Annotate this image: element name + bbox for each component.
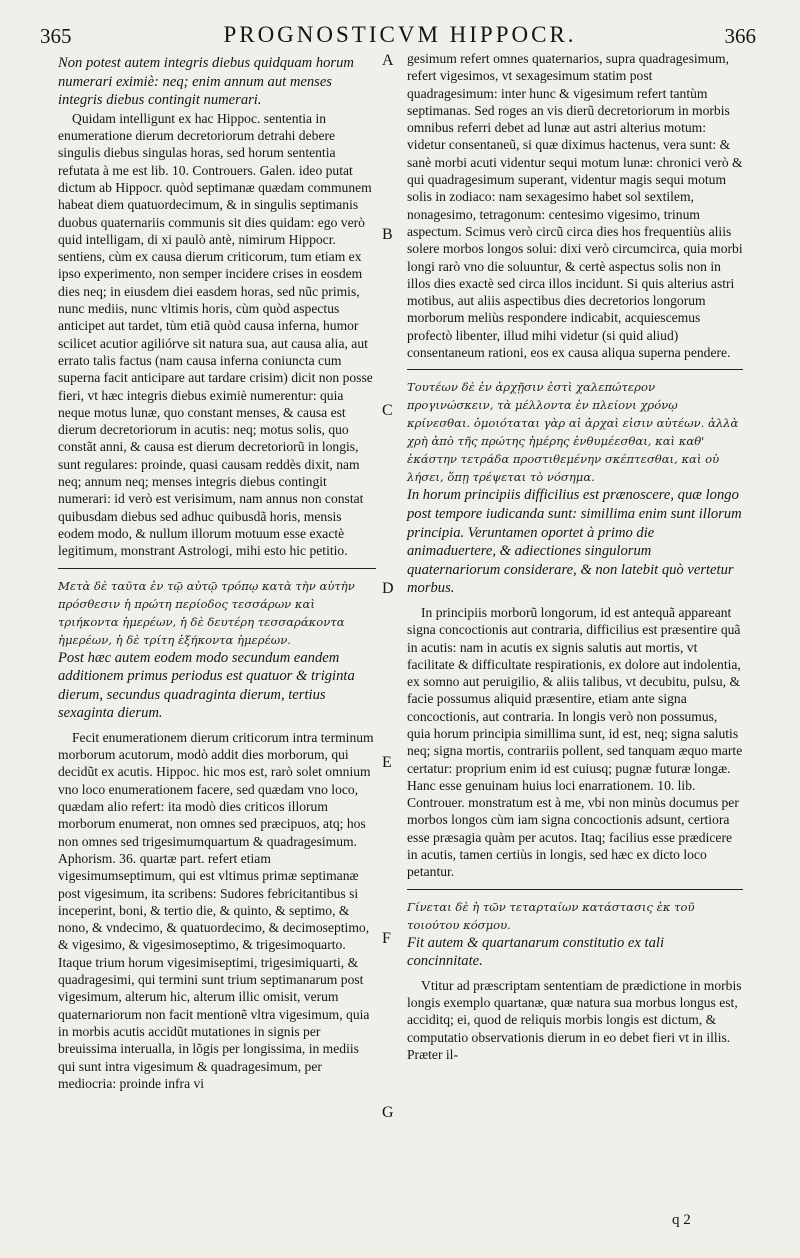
latin-lemma: Post hæc autem eodem modo secundum eandem additionem primus periodus est quatuor & triginta dierum, secundus quadraginta dierum, tertius sexaginta dierum. [58, 649, 355, 722]
right-column [407, 50, 743, 1063]
margin-letter-e: E [382, 754, 392, 771]
margin-letter-g: G [382, 1104, 394, 1121]
commentary-paragraph: Fecit enumerationem dierum criticorum intra terminum morborum acutorum, modò addit dies morborum, qui decidũt ex acutis. Hippoc. hic mos est, rarò solet omnium vno loco enumerationem facere, sed quædam vno loco, quædam alio refert: ita modò dies criticos illorum morborum enumerat, non omnes sed præcipuos, atq; hos non omnes sed trigesimumquartum & quadragesimum. Aphorism. 36. quartæ part. refert etiam vigesimumseptimum, qui est vltimus primæ septimanæ post vigesimum, ita scribens: Sudores febricitantibus si inceperint, boni, & tertio die, & quinto, & septimo, & nono, & vndecimo, & quatuordecimo, & decimoseptimo, & vigesimo, & vigesimoseptimo, & trigesimoquarto. Itaque trium horum vigesimiseptimi, trigesimiquarti, & quadragesimi, qui termini sunt trium septimanarum post vigesimum, alterum hic, alterum illic omisit, verum quaternariorum non facit mentionẽ vltra vigesimum, quia in morbis acutis accidũt mutationes in signis per breuissima interualla, in lõgis per longissima, in mediis qui sunt intra vigesimum & quadragesimum, per mediocria: proinde infra vi [58, 729, 374, 1091]
page-number-left: 365 [40, 24, 72, 48]
greek-lemma: Μετὰ δὲ ταῦτα ἐν τῷ αὐτῷ τρόπῳ κατὰ τὴν αὐτὴν πρόσθεσιν ἡ πρώτη περίοδος τεσσάρων καὶ τριήκοντα ἡμερέων, ἡ δὲ δευτέρη τεσσαράκοντα ἡμερέων, ἡ δὲ τρίτη ἑξήκοντα ἡμερέων. [58, 578, 355, 647]
page-number-right: 366 [724, 24, 756, 48]
latin-lemma: In horum principiis difficilius est prænoscere, quæ longo post tempore iudicanda sunt: simillima enim sunt illorum principia. Veruntamen oportet à primo die animaduertere, & adiectiones singulorum quaternariorum considerare, & non latebit quò vertetur morbus. [407, 487, 742, 597]
margin-letter-b: B [382, 226, 393, 243]
margin-letter-a: A [382, 52, 394, 69]
greek-lemma: Γίνεται δὲ ἡ τῶν τεταρταίων κατάστασις ἐκ τοῦ τοιούτου κόσμου. [407, 899, 695, 932]
commentary-paragraph: Quidam intelligunt ex hac Hippoc. sententia in enumeratione dierum decretoriorum detrahi debere singulis diebus singulas horas, sed horum sententia refutata à me est lib. 10. Controuers. Galen. ideo putat dictum ab Hippocr. quòd septimanæ quædam communem habeat diem quatuordecimum, & in singulis septimanis duobus quaternariis communis sit dies quidam: ego verò quid intelligam, di xi paulò antè, nimirum Hippocr. sentiens, cùm ex causa dierum criticorum, tum etiam ex ipso experimento, non semper incidere crises in eosdem dies neq; in eiusdem diei easdem horas, sed nũc primis, nunc mediis, nunc vltimis horis, cùm quòd aspectus anticipet aut tardet, tùm etiã quòd causa inferna, humor scilicet acutior agiliórve sit natura sua, aut causa alia, aut errato talis factus (nam causa inferna coniuncta cum superna facit anticipare aut tardare crisim) dicit non posse fieri, vt hæc integris diebus eximiè numerentur: quia neque motus lunæ, quo constant menses, & causa est dierum decretoriorum in acutis: neq; motus solis, quo constãt anni, & causa est dierum decretoriorũ in longis, sunt regulares: proinde, quasi causam reddès dixit, nam neq; annum neq; menses integris diebus contingit numerari: id verò est verisimum, nam annus non constat quibusdam diebus sed adhuc quibusdã horis, mensis eodem modo, & nullum illorum motuum esse exactè legitimum, monstrant Astrologi, mihi esto hic petitio. [58, 110, 373, 559]
section-rule [58, 568, 376, 569]
page-header [0, 10, 800, 50]
section-rule [407, 889, 743, 890]
latin-lemma: Non potest autem integris diebus quidquam horum numerari eximiè: neq; enim annum aut menses integris diebus contingit numerari. [58, 55, 354, 109]
margin-letter-f: F [382, 930, 391, 947]
left-column [58, 54, 376, 1092]
signature-mark: q 2 [672, 1212, 691, 1228]
margin-letter-c: C [382, 402, 393, 419]
commentary-paragraph: In principiis morborũ longorum, id est antequã appareant signa concoctionis aut contraria, difficilius est præsentire quã in acutis: nam in acutis ex signis salutis aut mortis, vt facilitate & difficultate respirationis, ex dolore aut indolentia, ex somno aut peruigilio, & aliis talibus, vt decubitu, pulsu, & facie possumus aliquid præsentire, etiam ante signa concoctionis, aut contraria. In longis verò non possumus, quia horum principia simillima sunt, id est, neq; signa salutis neq; signa mortis, contrariis pollent, sed tanquam æquo marte certatur: proprium enim id est cuiusq; pugnæ futuræ longæ. Hanc esse genuinam huius loci enarrationem. 10. lib. Controuer. monstratum est à me, vbi non minùs documus per morbos longos cùm iam signa concoctionis adsunt, certiora esse præsagia quàm per acutos. Itaq; facilius esse prædicere in acutis, tamen certiùs in longis, sed hæc ex dicto loco petantur. [407, 604, 743, 880]
greek-lemma: Τουτέων δὲ ἐν ἀρχῇσιν ἐστὶ χαλεπώτερον προγινώσκειν, τὰ μέλλοντα ἐν πλείονι χρόνῳ κρίνεσθαι. ὁμοιόταται γὰρ αἱ ἀρχαὶ εἰσιν αὐτέων. ἀλλὰ χρὴ ἀπὸ τῆς πρώτης ἡμέρης ἐνθυμέεσθαι, καὶ καθ' ἑκάστην τετράδα προστιθεμένην σκέπτεσθαι, καὶ οὐ λήσει, ὅπῃ τρέψεται τὸ νόσημα. [407, 380, 739, 485]
margin-letter-d: D [382, 580, 394, 597]
commentary-paragraph: Vtitur ad præscriptam sententiam de prædictione in morbis longis exemplo quartanæ, quæ natura sua morbus longus est, acciditq; ei, quod de reliquis morbis longis est dictum, & computatio observationis dierum in eo debet fieri vt in illis. Præter il- [407, 977, 742, 1063]
running-title: PROGNOSTICVM HIPPOCR. [223, 22, 577, 47]
section-rule [407, 369, 743, 370]
commentary-paragraph: gesimum refert omnes quaternarios, supra quadragesimum, refert vigesimos, vt sexagesimum statim post quadragesimum: inter hunc & vigesimum refert tantùm septimanas. Sed roges an vis dierũ decretoriorum in morbis omnibus referri debet ad lunæ aut astri alterius motum: videtur consentaneũ, si quæ diximus hactenus, vera sunt: & sanè morbi acuti videntur sequi motum lunæ: chronici verò & qui quadragesimum superant, videntur magis sequi motum solis in zodiaco: nam sexagesimo habet sol sextilem, nonagesimo, tetragonum: centesimo vigesimo, trinum aspectum. Scimus verò circũ circa dies hos frequentiùs aliis solere morbos longos solui: dixi verò circumcirca, quia morbi longi rarò vno die soluuntur, & certè aspectus solis non in illos dies exactè sed circa illos incidunt. Si quis alterius astri motibus, aut aliis aspectibus dies decretorios longorum morborum meliùs respondere indicabit, acquiescemus profectò libenter, illud mihi videtur (si quid aliud) consentaneum rationi, eos ex causa aliqua superna pendere. [407, 51, 743, 361]
latin-lemma: Fit autem & quartanarum constitutio ex tali concinnitate. [407, 934, 664, 970]
